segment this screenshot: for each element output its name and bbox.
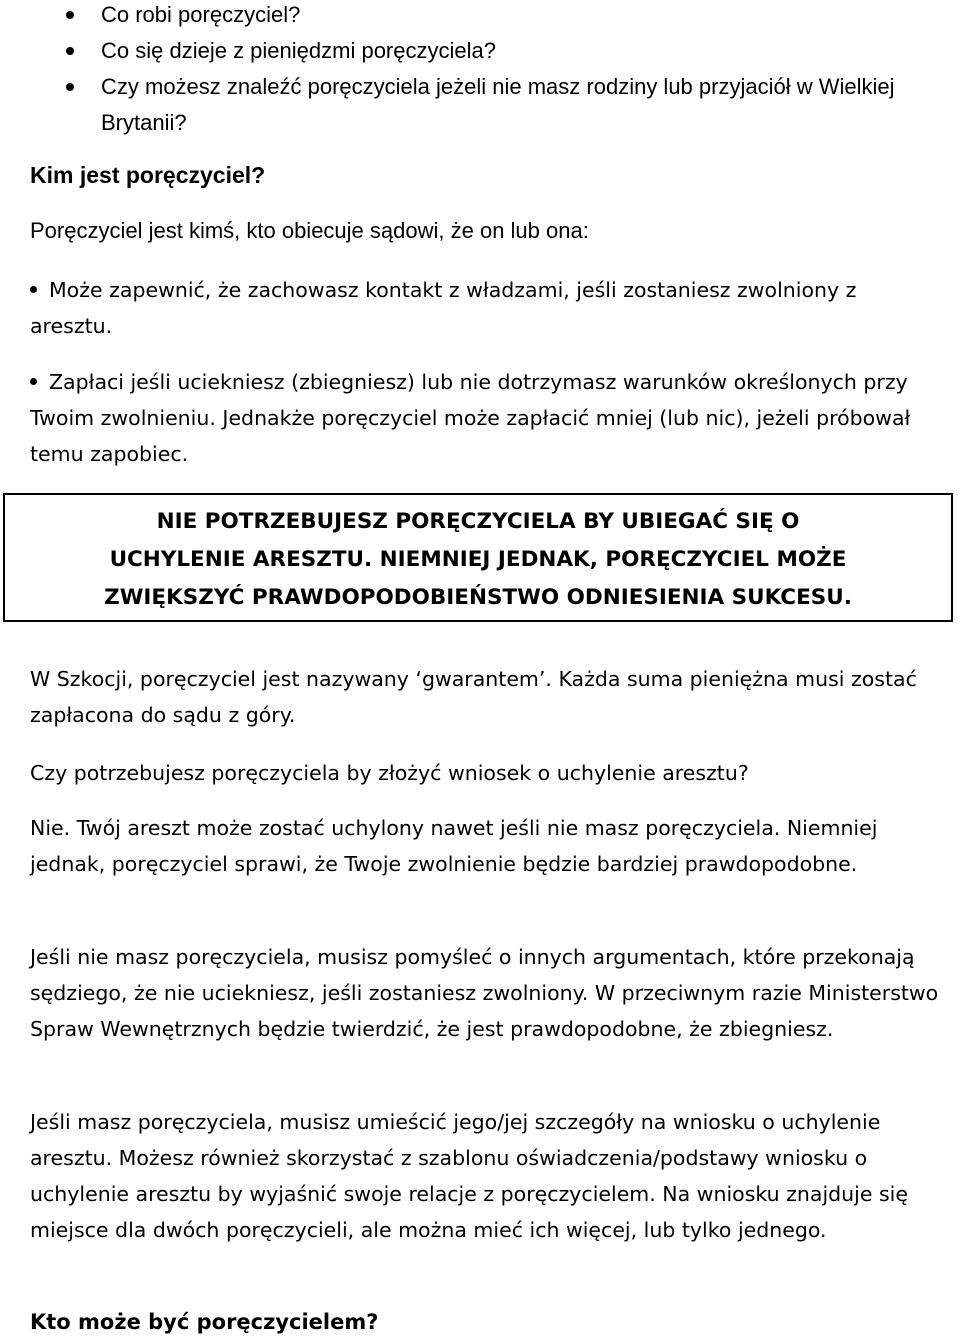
notice-line: ZWIĘKSZYĆ PRAWDOPODOBIEŃSTWO ODNIESIENIA SUKCESU.: [104, 585, 852, 610]
bullet-icon: [66, 83, 74, 91]
intro-paragraph: Poręczyciel jest kimś, kto obiecuje sądowi, że on lub ona:: [30, 218, 589, 243]
list-item: [0, 33, 960, 69]
heading-who-is-surety: Kim jest poręczyciel?: [30, 162, 266, 188]
no-surety-paragraph: Jeśli nie masz poręczyciela, musisz pomyśleć o innych argumentach, które przekonają sędziego, że nie uciekniesz, jeśli zostaniesz zwolniony. W przeciwnym razie Ministerstwo Spraw Wewnętrznych będzie twierdzić, że jest prawdopodobne, że zbiegniesz.: [30, 945, 939, 1041]
bullet-icon: [30, 286, 37, 293]
promise-text: Może zapewnić, że zachowasz kontakt z władzami, jeśli zostaniesz zwolniony z aresztu.: [30, 278, 857, 338]
notice-line: UCHYLENIE ARESZTU. NIEMNIEJ JEDNAK, PORĘCZYCIEL MOŻE: [109, 547, 847, 572]
question-need-surety: Czy potrzebujesz poręczyciela by złożyć wniosek o uchylenie aresztu?: [30, 761, 749, 785]
list-item: [0, 69, 960, 141]
list-item-text: Co się dzieje z pieniędzmi poręczyciela?: [101, 38, 496, 63]
bullet-icon: [30, 378, 37, 385]
list-item-text: Czy możesz znaleźć poręczyciela jeżeli nie masz rodziny lub przyjaciół w Wielkiej Brytanii?: [101, 74, 895, 135]
bullet-icon: [66, 47, 74, 55]
promise-item: [30, 364, 940, 472]
list-item-text: Co robi poręczyciel?: [101, 2, 301, 27]
bullet-icon: [66, 11, 74, 19]
answer-need-surety: Nie. Twój areszt może zostać uchylony nawet jeśli nie masz poręczyciela. Niemniej jednak, poręczyciel sprawi, że Twoje zwolnienie będzie bardziej prawdopodobne.: [30, 816, 878, 876]
have-surety-paragraph: Jeśli masz poręczyciela, musisz umieścić jego/jej szczegóły na wniosku o uchylenie aresztu. Możesz również skorzystać z szablonu oświadczenia/podstawy wniosku o uchylenie aresztu by wyjaśnić swoje relacje z poręczycielem. Na wniosku znajduje się miejsce dla dwóch poręczycieli, ale można mieć ich więcej, lub tylko jednego.: [30, 1110, 908, 1242]
list-item: [0, 0, 960, 33]
heading-who-can-be-surety: Kto może być poręczycielem?: [30, 1310, 379, 1334]
scotland-paragraph: W Szkocji, poręczyciel jest nazywany ‘gwarantem’. Każda suma pieniężna musi zostać zapłacona do sądu z góry.: [30, 667, 917, 727]
notice-line: NIE POTRZEBUJESZ PORĘCZYCIELA BY UBIEGAĆ SIĘ O: [156, 509, 800, 534]
promise-item: [30, 272, 940, 344]
promise-text: Zapłaci jeśli uciekniesz (zbiegniesz) lub nie dotrzymasz warunków określonych przy Twoim zwolnieniu. Jednakże poręczyciel może zapłacić mniej (lub nic), jeżeli próbował temu zapobiec.: [30, 370, 911, 466]
notice-box: [3, 493, 953, 622]
question-list: [0, 0, 960, 141]
